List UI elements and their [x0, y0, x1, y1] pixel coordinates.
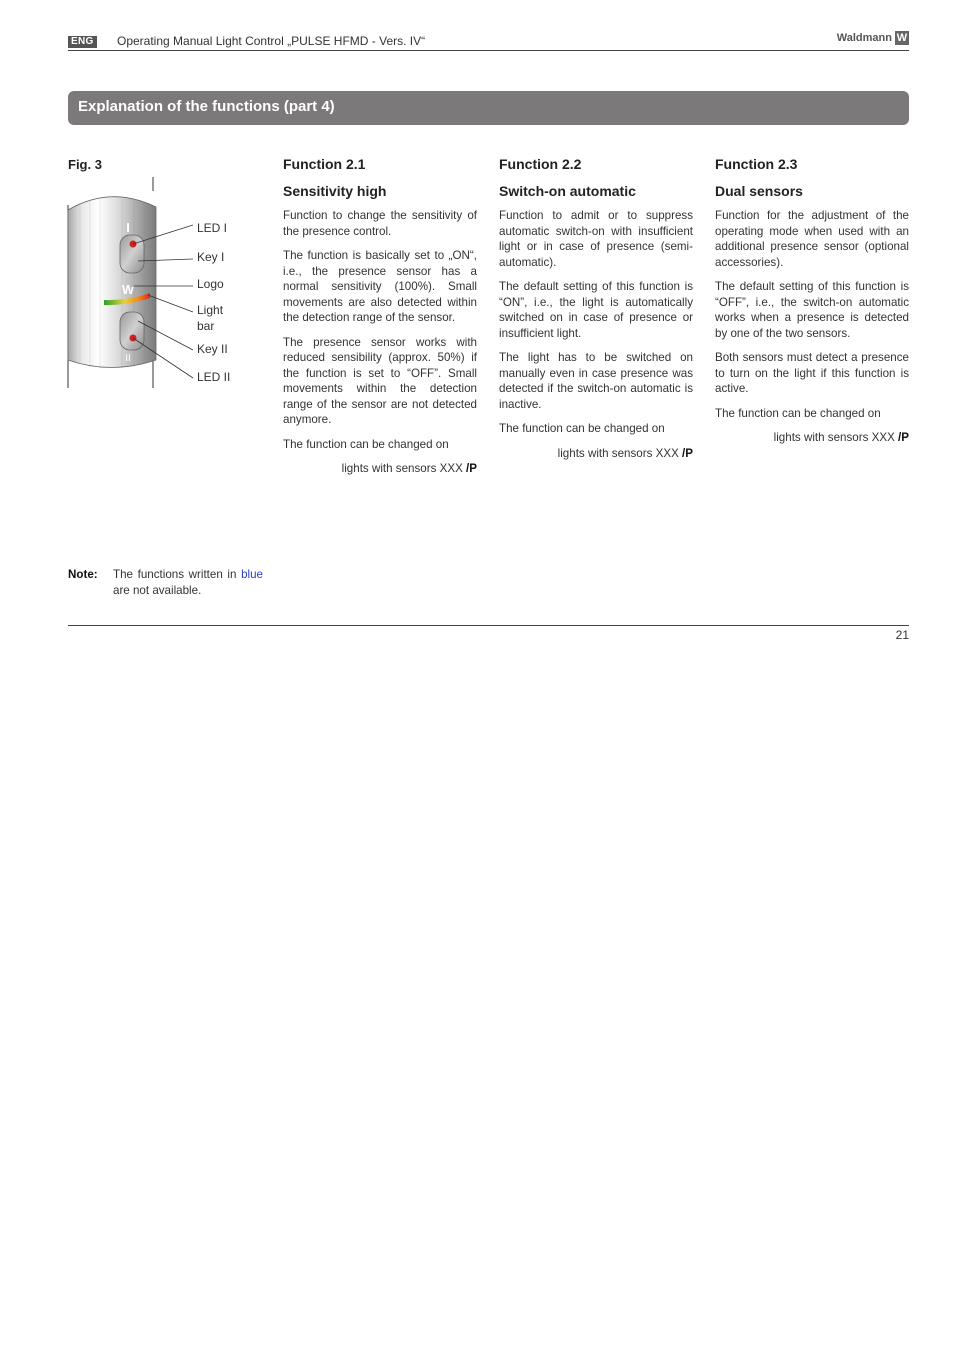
function-heading: Function 2.3: [715, 156, 798, 172]
function-2-2-column: [499, 157, 693, 470]
section-title: Explanation of the functions (part 4): [78, 98, 335, 115]
figure-label: Fig. 3: [68, 157, 102, 172]
page-number: 21: [895, 628, 909, 642]
paragraph: The function can be changed on: [715, 406, 881, 420]
function-subheading: Dual sensors: [715, 183, 803, 199]
key-mark-bottom: II: [125, 353, 131, 364]
changed-on-suffix: /P: [682, 446, 693, 460]
document-title: Operating Manual Light Control „PULSE HFMD - Vers. IV“: [117, 34, 426, 48]
availability-note: [68, 567, 263, 598]
device-figure: [66, 175, 256, 390]
paragraph: The function can be changed on: [499, 422, 665, 435]
paragraph: The default setting of this function is “OFF”, i.e., the switch-on automatic works when a presence is detected by one of the two sensors.: [715, 280, 909, 340]
note-text: [113, 567, 263, 598]
changed-on-line: [499, 446, 693, 462]
paragraph: Both sensors must detect a presence to turn on the light if this function is active.: [715, 351, 909, 395]
callout-led-one: LED I: [197, 221, 228, 235]
changed-on-line: [283, 461, 477, 477]
key-mark-top: I: [126, 220, 130, 235]
changed-on-line: [715, 430, 909, 446]
note-text-before: The functions written in: [113, 568, 237, 581]
changed-on-suffix: /P: [898, 431, 909, 444]
language-badge: ENG: [68, 36, 97, 48]
function-2-1-column: [283, 157, 477, 486]
paragraph: Function for the adjustment of the operating mode when used with an additional presence sensor (optional accessories).: [715, 209, 909, 269]
key-two-shape: [120, 312, 144, 350]
function-subheading: Switch-on automatic: [499, 183, 636, 199]
callout-key-one: Key I: [197, 250, 225, 264]
paragraph: Function to change the sensitivity of the presence control.: [283, 209, 477, 238]
function-heading: Function 2.2: [499, 156, 582, 172]
function-2-3-column: [715, 157, 909, 455]
paragraph: The default setting of this function is “ON”, i.e., the light is automatically switched on in case of presence or insufficient light.: [499, 280, 693, 340]
brand-name: Waldmann: [836, 32, 892, 44]
page-header: [68, 30, 909, 51]
section-banner: [68, 91, 909, 125]
callout-key-two: Key II: [197, 342, 228, 356]
changed-on-suffix: /P: [466, 462, 477, 475]
changed-on-text: lights with sensors XXX: [557, 446, 679, 460]
paragraph: The function is basically set to „ON“, i.e., the presence sensor has a normal sensitivity (100%). Small movements are also detected within the detection range of the sensor.: [283, 249, 477, 324]
function-subheading: Sensitivity high: [283, 183, 387, 199]
function-heading: Function 2.1: [283, 156, 366, 172]
note-highlight: blue: [241, 568, 263, 581]
callout-logo: Logo: [197, 277, 224, 291]
paragraph: The function can be changed on: [283, 437, 449, 451]
paragraph: The light has to be switched on manually even in case presence was detected if the switch-on automatic is inactive.: [499, 351, 693, 411]
note-text-after: are not available.: [113, 583, 202, 597]
changed-on-text: lights with sensors XXX: [773, 431, 895, 444]
paragraph: Function to admit or to suppress automatic switch-on with insufficient light or in case of presence (semi-automatic).: [499, 209, 693, 269]
callout-led-two: LED II: [197, 370, 231, 384]
changed-on-text: lights with sensors XXX: [341, 462, 463, 475]
callout-light: Light: [197, 303, 224, 317]
note-label: Note:: [68, 568, 98, 581]
light-control-device-illustration: [66, 175, 256, 390]
paragraph: The presence sensor works with reduced sensibility (approx. 50%) if the function is set to “OFF”. Small movements within the detection range of the sensor are not detected anymore.: [283, 335, 477, 426]
brand-mark-icon: W: [896, 32, 908, 44]
footer-divider: [68, 625, 909, 626]
callout-bar: bar: [197, 319, 215, 333]
brand-logo: [837, 31, 909, 45]
logo-w-mark: W: [121, 282, 135, 297]
